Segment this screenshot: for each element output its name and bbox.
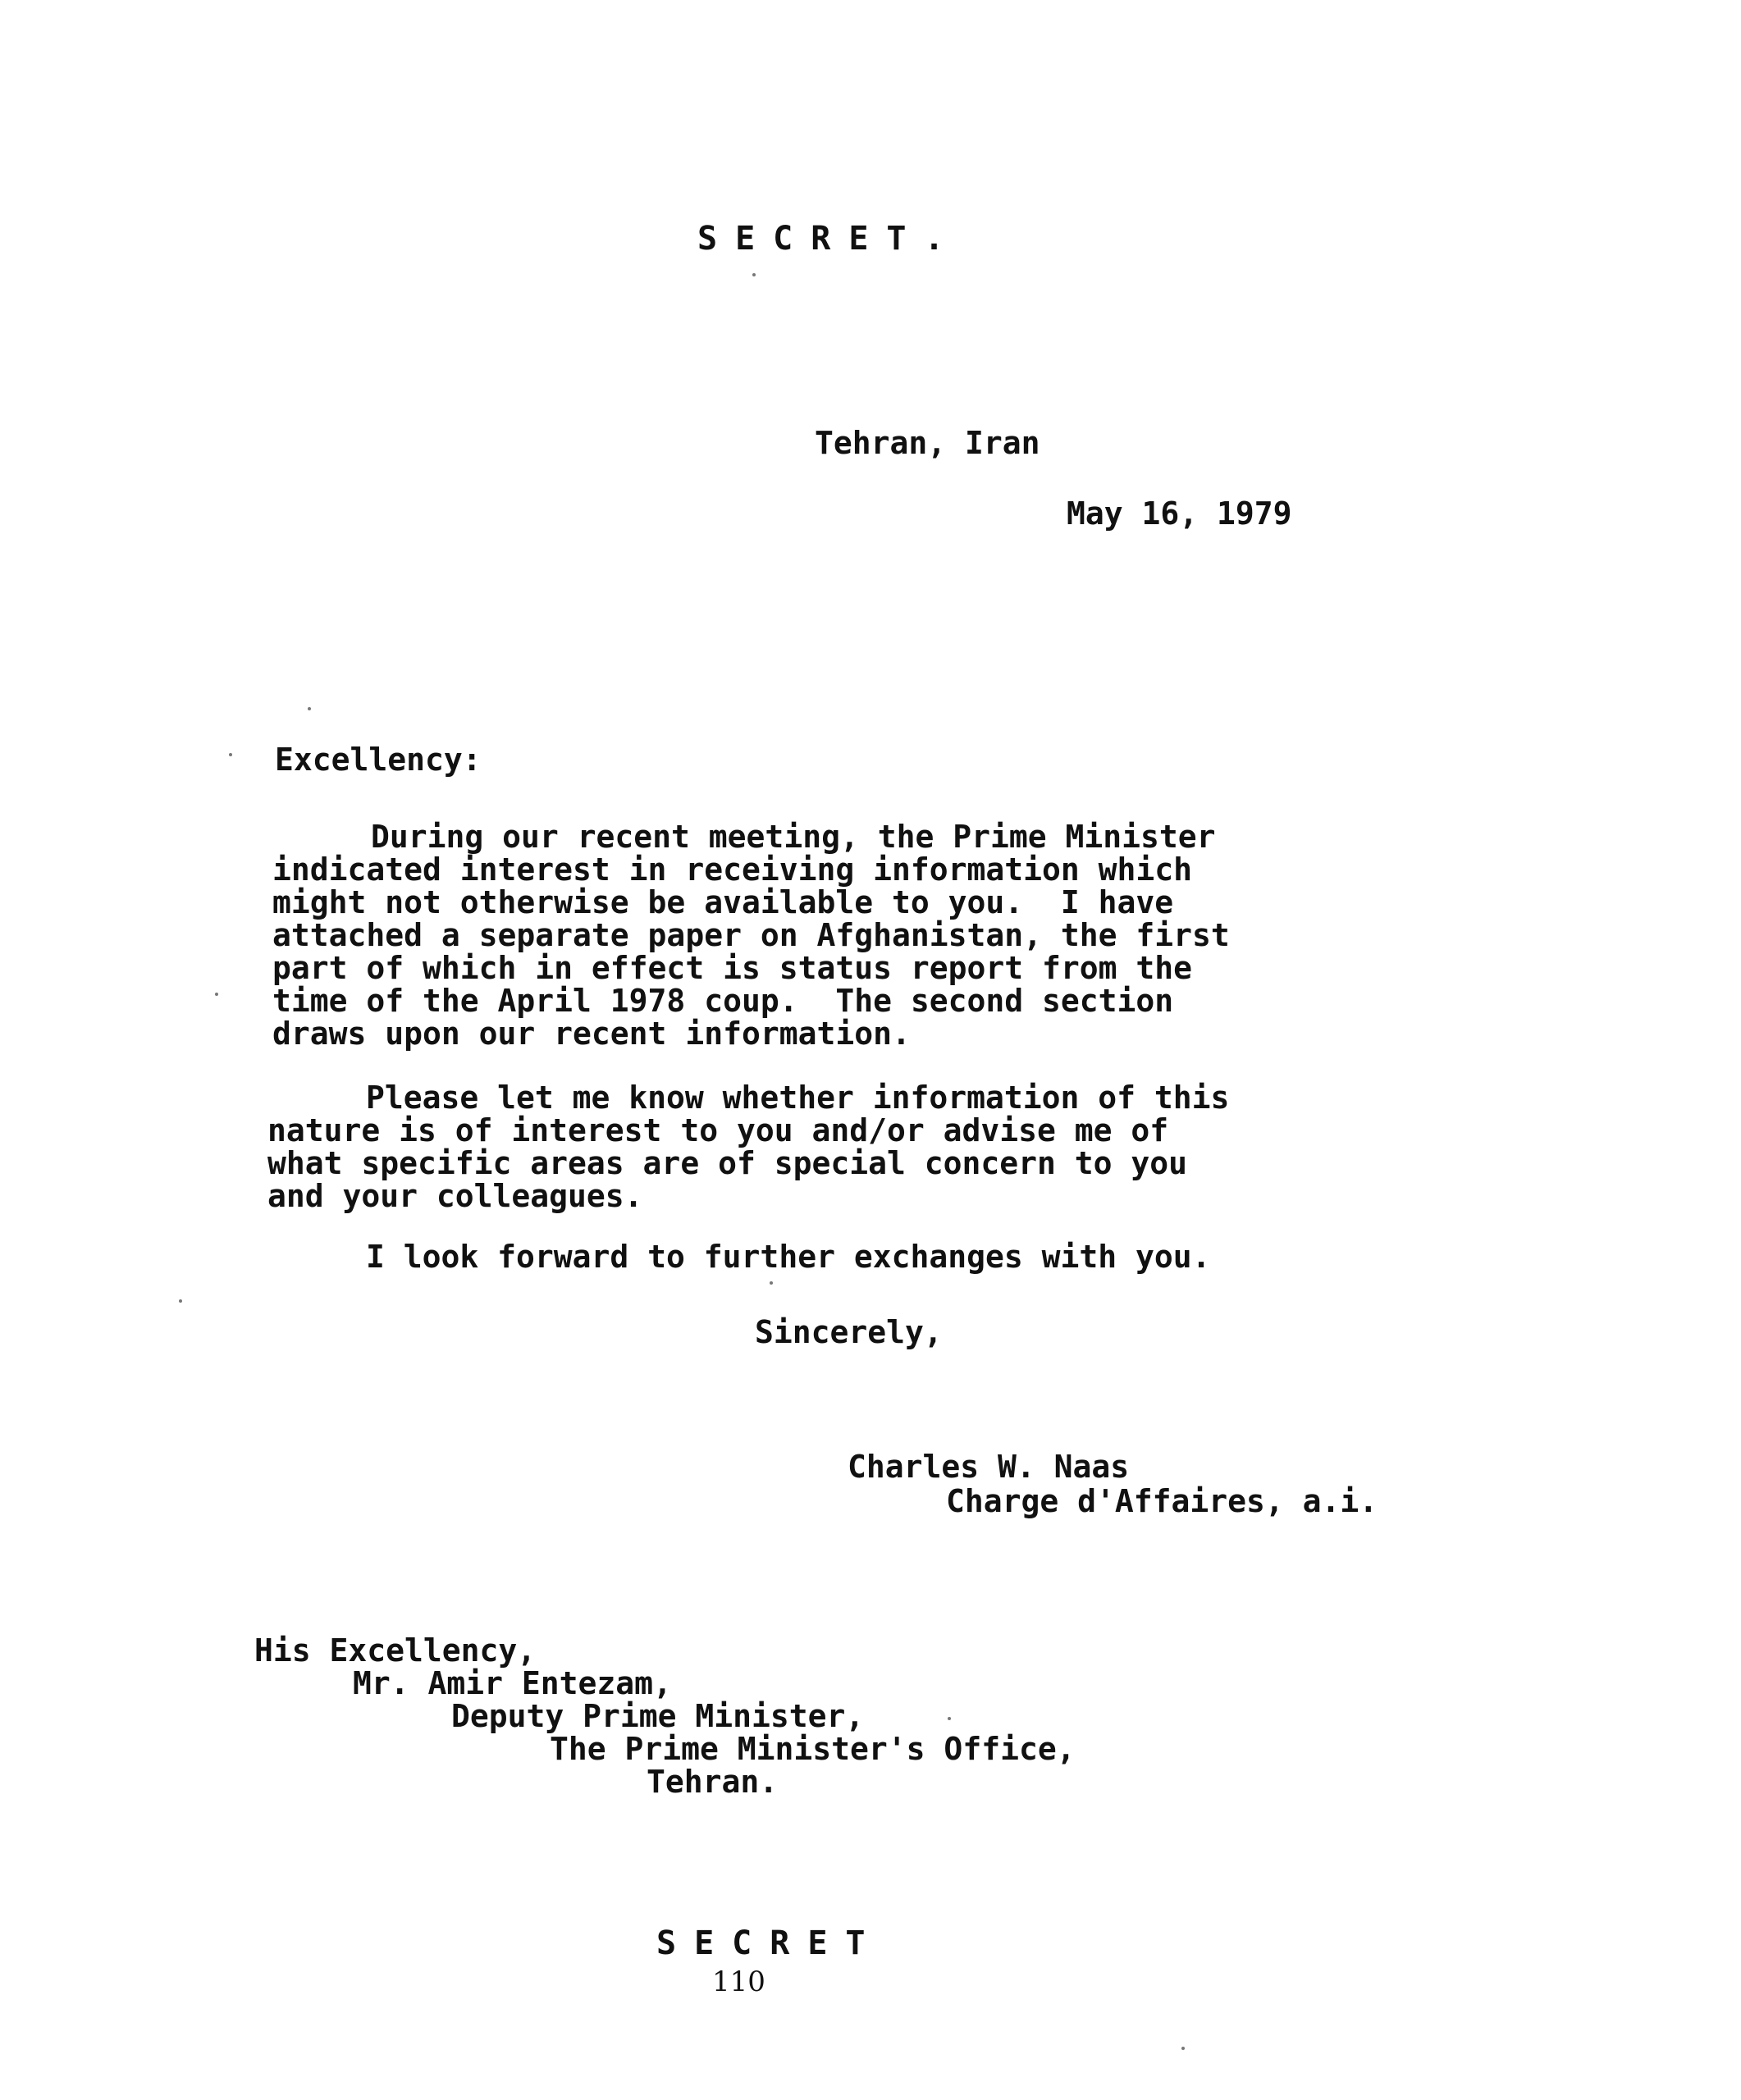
letter-date: May 16, 1979 [1067, 495, 1292, 532]
scan-speck [770, 1281, 773, 1285]
addressee-line: The Prime Minister's Office, [550, 1731, 1076, 1767]
addressee-line: Tehran. [647, 1764, 779, 1800]
scan-speck [948, 1717, 951, 1720]
addressee-block [254, 1634, 1076, 1798]
footer-classification: SECRET [656, 1924, 884, 1962]
paragraph-line: and your colleagues. [267, 1178, 643, 1214]
paragraph-line: what specific areas are of special concern to you [267, 1145, 1188, 1181]
paragraph-line: During our recent meeting, the Prime Minister [371, 819, 1216, 855]
paragraph-line: might not otherwise be available to you. I have [272, 884, 1174, 920]
scan-speck [308, 707, 311, 710]
scan-speck [179, 1299, 182, 1303]
paragraph-line: I look forward to further exchanges with you. [366, 1239, 1211, 1275]
scan-speck [229, 753, 232, 756]
page-number: 110 [712, 1965, 765, 1998]
paragraph-line: indicated interest in receiving information which [272, 851, 1193, 888]
paragraph-line: Please let me know whether information of this [366, 1080, 1230, 1116]
paragraph-line: nature is of interest to you and/or advise me of [267, 1112, 1169, 1148]
letter-place: Tehran, Iran [815, 425, 1040, 461]
closing: Sincerely, [755, 1314, 943, 1350]
scan-speck [752, 273, 756, 276]
signature-title: Charge d'Affaires, a.i. [946, 1483, 1378, 1519]
scan-speck [215, 993, 218, 996]
body-paragraph-2 [267, 1081, 1229, 1212]
signature-name: Charles W. Naas [848, 1449, 1130, 1485]
addressee-line: Deputy Prime Minister, [451, 1698, 865, 1734]
paragraph-line: attached a separate paper on Afghanistan, the first [272, 917, 1230, 953]
paragraph-line: part of which in effect is status report from the [272, 950, 1193, 986]
addressee-line: His Excellency, [254, 1632, 537, 1669]
addressee-line: Mr. Amir Entezam, [353, 1665, 672, 1701]
body-paragraph-3 [366, 1240, 1211, 1273]
header-classification: SECRET. [697, 220, 962, 258]
salutation: Excellency: [275, 742, 482, 778]
paragraph-line: time of the April 1978 coup. The second section [272, 983, 1174, 1019]
paragraph-line: draws upon our recent information. [272, 1016, 911, 1052]
body-paragraph-1 [272, 820, 1230, 1050]
scan-speck [1181, 2047, 1185, 2050]
